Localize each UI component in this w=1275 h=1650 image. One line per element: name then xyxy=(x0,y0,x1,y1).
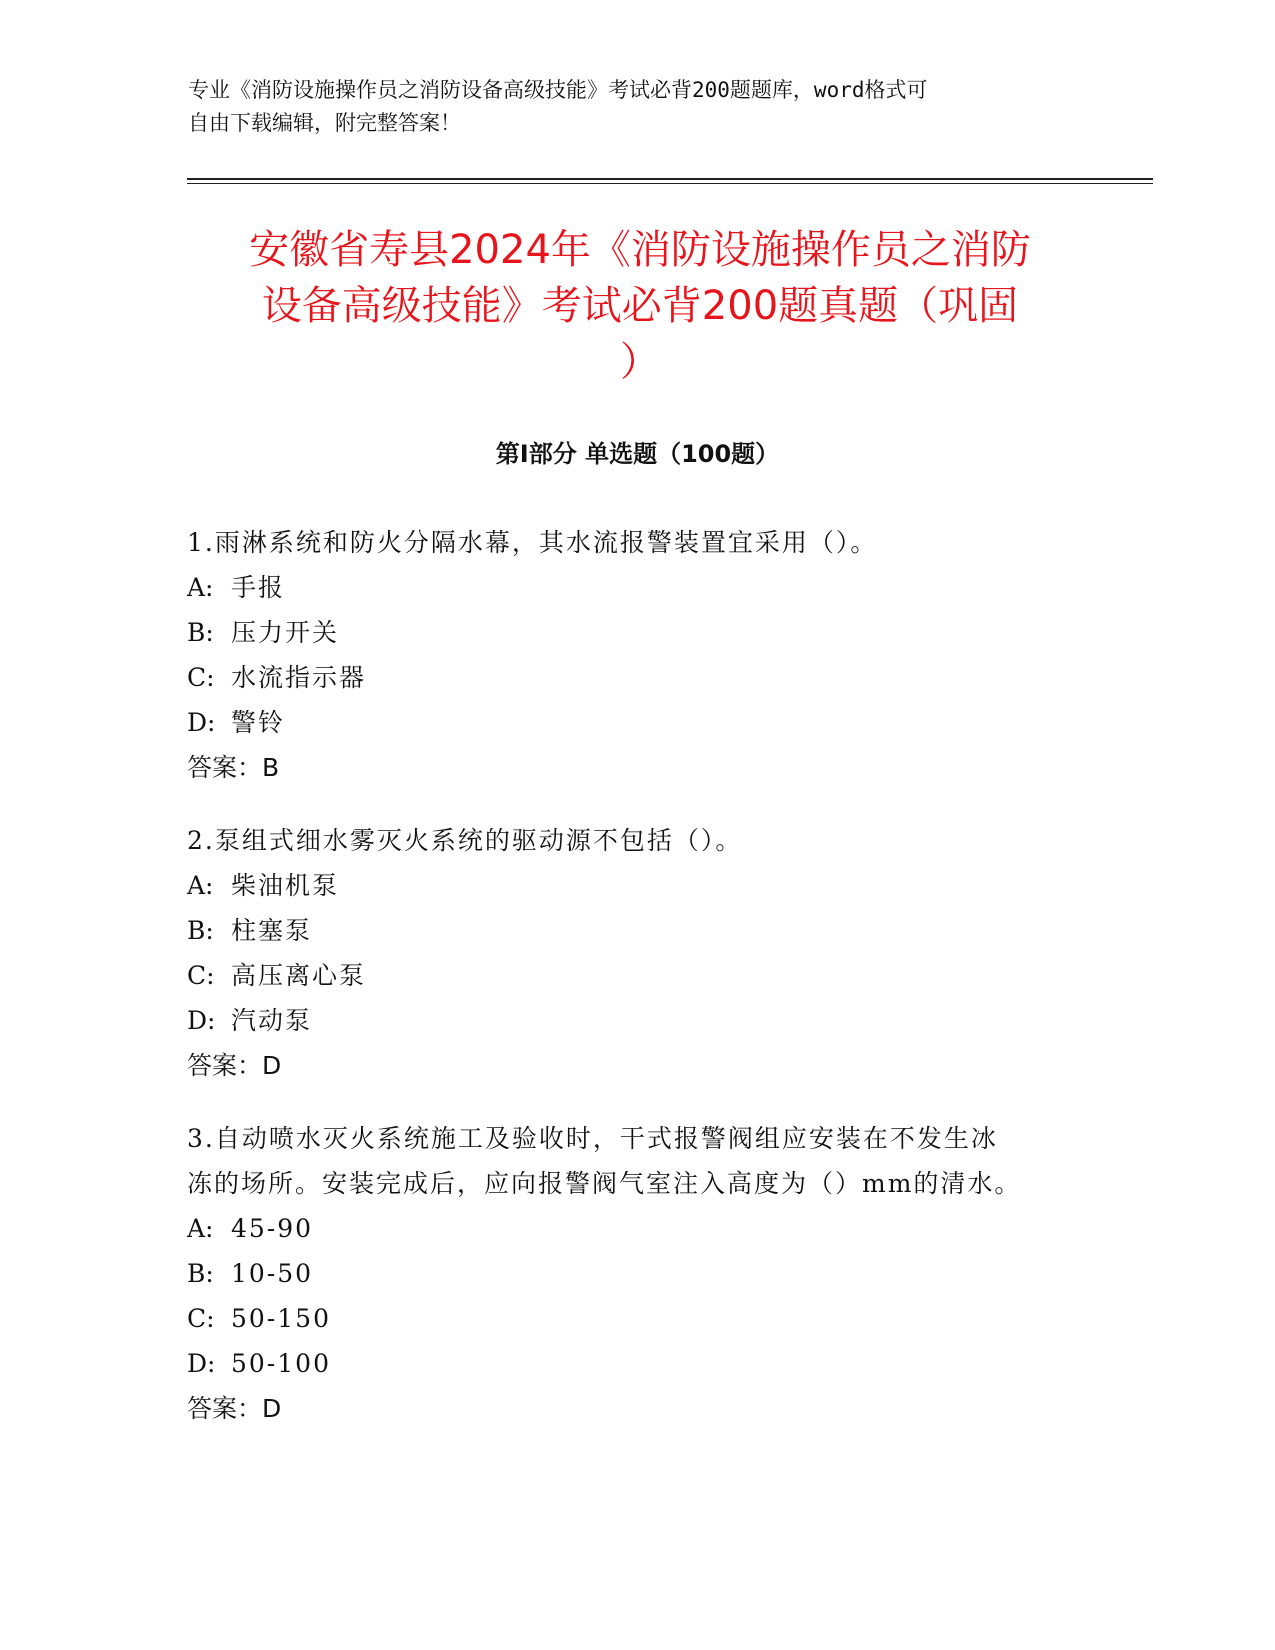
option-text: 50-150 xyxy=(231,1304,331,1333)
option-b xyxy=(187,610,1087,655)
option-letter: D: xyxy=(187,708,216,737)
answer-line: 答案：D xyxy=(187,1051,282,1080)
header-note-line-2: 自由下载编辑，附完整答案！ xyxy=(188,111,461,135)
option-c xyxy=(187,655,1087,700)
question-item xyxy=(187,818,1087,1088)
question-list xyxy=(187,520,1087,1459)
option-letter: B: xyxy=(187,618,214,647)
option-letter: D: xyxy=(187,1349,216,1378)
option-text: 警铃 xyxy=(231,708,286,737)
header-divider-thick xyxy=(187,178,1153,180)
option-text: 压力开关 xyxy=(231,618,340,647)
title-line-1: 安徽省寿县2024年《消防设施操作员之消防 xyxy=(249,227,1031,273)
question-item xyxy=(187,520,1087,790)
option-letter: A: xyxy=(187,871,214,900)
option-a xyxy=(187,1206,1087,1251)
answer-line: 答案：B xyxy=(187,753,280,782)
option-letter: B: xyxy=(187,1259,214,1288)
option-text: 10-50 xyxy=(231,1259,314,1288)
header-note xyxy=(188,74,1068,140)
option-b xyxy=(187,908,1087,953)
option-a xyxy=(187,863,1087,908)
option-letter: D: xyxy=(187,1006,216,1035)
option-text: 汽动泵 xyxy=(231,1006,313,1035)
question-text-line-1: 3.自动喷水灭火系统施工及验收时，干式报警阀组应安装在不发生冰 xyxy=(187,1124,998,1153)
question-text: 1.雨淋系统和防火分隔水幕，其水流报警装置宜采用（）。 xyxy=(187,528,878,557)
option-d xyxy=(187,700,1087,745)
option-letter: A: xyxy=(187,1214,214,1243)
option-a xyxy=(187,565,1087,610)
option-text: 高压离心泵 xyxy=(231,961,367,990)
title-line-3: ） xyxy=(620,339,660,385)
option-c xyxy=(187,953,1087,998)
option-letter: A: xyxy=(187,573,214,602)
option-d xyxy=(187,1341,1087,1386)
option-text: 柱塞泵 xyxy=(231,916,313,945)
option-b xyxy=(187,1251,1087,1296)
header-note-line-1: 专业《消防设施操作员之消防设备高级技能》考试必背200题题库，word格式可 xyxy=(188,78,928,102)
option-letter: C: xyxy=(187,1304,215,1333)
option-letter: C: xyxy=(187,961,215,990)
question-item xyxy=(187,1116,1087,1431)
option-text: 50-100 xyxy=(231,1349,331,1378)
section-heading: 第Ⅰ部分 单选题（100题） xyxy=(495,440,780,468)
document-title xyxy=(170,222,1110,390)
question-text-line-2: 冻的场所。安装完成后，应向报警阀气室注入高度为（）mm的清水。 xyxy=(187,1169,1022,1198)
option-letter: C: xyxy=(187,663,215,692)
option-text: 柴油机泵 xyxy=(231,871,340,900)
option-c xyxy=(187,1296,1087,1341)
option-text: 45-90 xyxy=(231,1214,314,1243)
answer-line: 答案：D xyxy=(187,1394,282,1423)
option-letter: B: xyxy=(187,916,214,945)
option-text: 水流指示器 xyxy=(231,663,367,692)
header-divider-thin xyxy=(187,183,1153,184)
title-line-2: 设备高级技能》考试必背200题真题（巩固 xyxy=(261,283,1019,329)
option-text: 手报 xyxy=(231,573,286,602)
option-d xyxy=(187,998,1087,1043)
question-text: 2.泵组式细水雾灭火系统的驱动源不包括（）。 xyxy=(187,826,743,855)
